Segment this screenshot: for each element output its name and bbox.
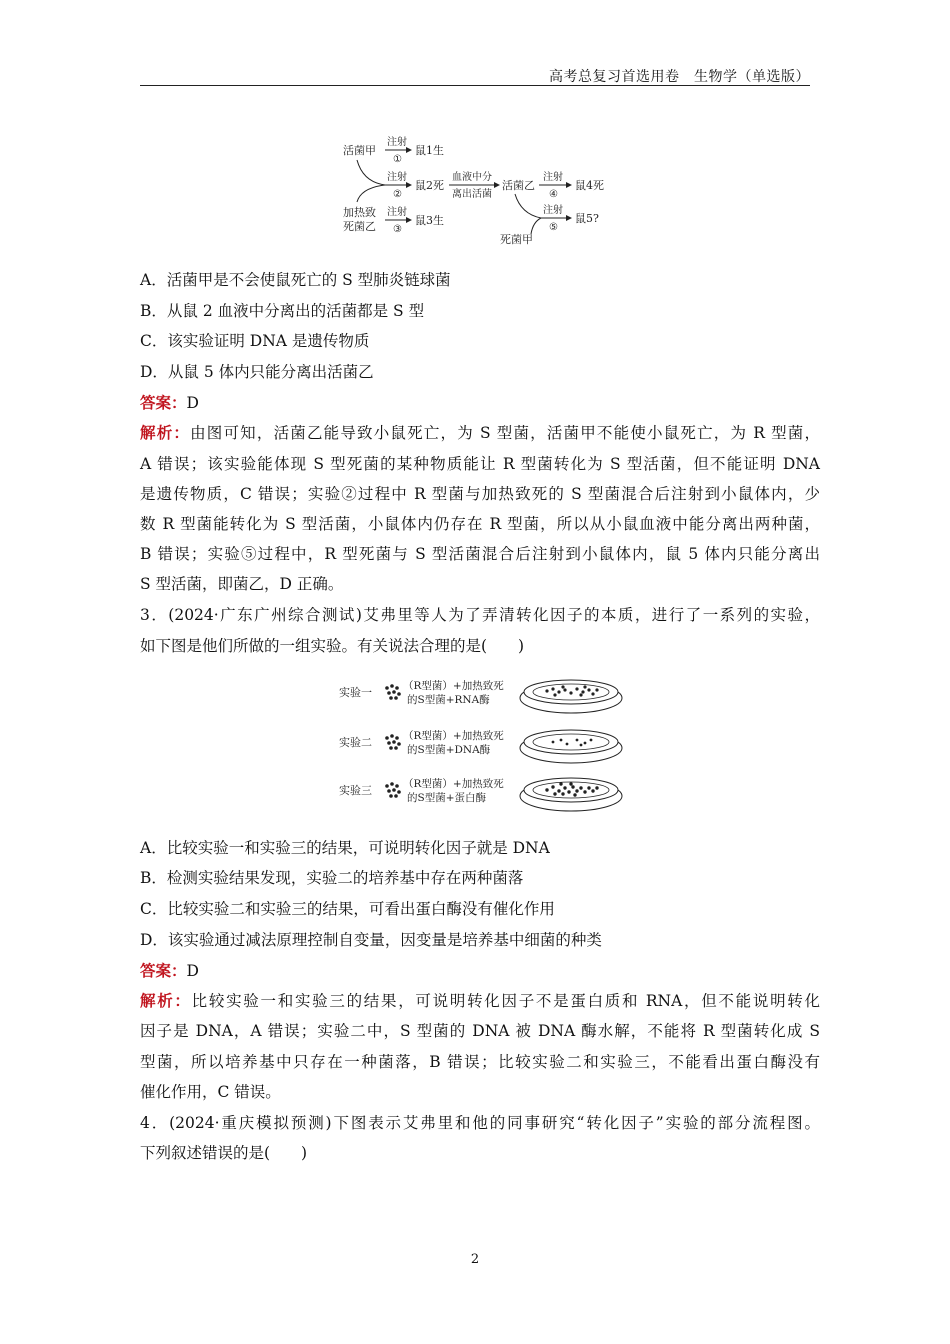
- q2-analysis-line-6: S 型活菌，即菌乙，D 正确。: [140, 575, 344, 593]
- blood-isolate-line1: 血液中分: [452, 172, 492, 183]
- live-bacteria-a-label: 活菌甲: [343, 144, 376, 157]
- merge-curve-upper: [357, 160, 385, 185]
- q2-analysis-line-5: B 错误；实验⑤过程中，R 型死菌与 S 型活菌混合后注射到小鼠体内，鼠 5 体内只能分离出: [140, 545, 820, 563]
- experiment-3-mix-line1: （R型菌）+加热致死: [403, 778, 504, 790]
- q2-option-b: B．从鼠 2 血液中分离出的活菌都是 S 型: [140, 302, 425, 320]
- q3-option-a: A．比较实验一和实验三的结果，可说明转化因子就是 DNA: [140, 839, 550, 857]
- q3-option-c: C．比较实验二和实验三的结果，可看出蛋白酶没有催化作用: [140, 900, 555, 918]
- blood-isolate-line2: 离出活菌: [452, 189, 492, 200]
- q2-option-c: C．该实验证明 DNA 是遗传物质: [140, 332, 370, 350]
- dead-bacteria-a-label: 死菌甲: [500, 233, 533, 246]
- q3-stem-line-1: 3．(2024·广东广州综合测试)艾弗里等人为了弄清转化因子的本质，进行了一系列的实验，: [140, 606, 820, 624]
- inject-label-3: 注射: [387, 207, 407, 218]
- mouse-2-label: 鼠2死: [415, 179, 444, 192]
- experiment-3-label: 实验三: [339, 784, 372, 797]
- answer-label: 答案：: [140, 393, 187, 412]
- experiment-2-label: 实验二: [339, 736, 372, 749]
- bacteria-cluster-icon: [385, 684, 401, 700]
- petri-dish-1: [520, 680, 622, 713]
- step-3: ③: [393, 224, 402, 235]
- running-header: 高考总复习首选用卷 生物学（单选版）: [549, 69, 810, 85]
- experiment-3-mix-line2: 的S型菌+蛋白酶: [407, 792, 486, 804]
- step-2: ②: [393, 189, 402, 200]
- bacteria-cluster-icon: [385, 734, 401, 750]
- q2-analysis-line-2: A 错误；该实验能体现 S 型死菌的某种物质能让 R 型菌转化为 S 型活菌，但不能证明 DNA: [140, 455, 820, 473]
- q2-analysis-line-1: [140, 421, 820, 443]
- q3-analysis-line-1: [140, 989, 820, 1011]
- mouse-3-label: 鼠3生: [415, 214, 444, 227]
- analysis-label: 解析：: [140, 991, 192, 1010]
- heat-killed-b-line2: 死菌乙: [343, 220, 376, 233]
- inject-label-1: 注射: [387, 137, 407, 148]
- answer-label: 答案：: [140, 961, 187, 980]
- q2-analysis-line-4: 数 R 型菌能转化为 S 型活菌，小鼠体内仍存在 R 型菌，所以从小鼠血液中能分离出两种菌，: [140, 515, 820, 533]
- page-number: 2: [470, 1252, 480, 1267]
- q3-analysis-line-3: 型菌，所以培养基中只存在一种菌落，B 错误；比较实验二和实验三，不能看出蛋白酶没有: [140, 1053, 820, 1071]
- experiment-1-mix-line2: 的S型菌+RNA酶: [407, 694, 490, 706]
- q2-option-d: D．从鼠 5 体内只能分离出活菌乙: [140, 363, 374, 381]
- mouse-experiment-diagram: [335, 130, 625, 250]
- experiment-1-label: 实验一: [339, 686, 372, 699]
- heat-killed-b-line1: 加热致: [343, 206, 376, 219]
- merge-curve-lower: [357, 185, 385, 202]
- petri-dish-3: [520, 778, 622, 811]
- q3-option-b: B．检测实验结果发现，实验二的培养基中存在两种菌落: [140, 869, 524, 887]
- step-1: ①: [393, 154, 402, 165]
- transformation-experiment-diagram: [335, 672, 630, 817]
- experiment-1-mix-line1: （R型菌）+加热致死: [403, 680, 504, 692]
- q3-stem-line-2: 如下图是他们所做的一组实验。有关说法合理的是( ): [140, 637, 525, 655]
- mouse-5-label: 鼠5?: [575, 212, 599, 225]
- q4-stem-line-1: 4．(2024·重庆模拟预测)下图表示艾弗里和他的同事研究“转化因子”实验的部分流程图。: [140, 1114, 820, 1132]
- q2-answer-line: [140, 391, 820, 413]
- analysis-label: 解析：: [140, 423, 191, 442]
- q4-stem-line-2: 下列叙述错误的是( ): [140, 1144, 308, 1162]
- live-bacteria-b-label: 活菌乙: [502, 179, 535, 192]
- q2-analysis-line-3: 是遗传物质，C 错误；实验②过程中 R 型菌与加热致死的 S 型菌混合后注射到小鼠体内，少: [140, 485, 820, 503]
- merge-curve-5b: [531, 218, 541, 234]
- q3-analysis-text: 比较实验一和实验三的结果，可说明转化因子不是蛋白质和 RNA，但不能说明转化: [191, 992, 820, 1010]
- experiment-2-mix-line1: （R型菌）+加热致死: [403, 730, 504, 742]
- q3-analysis-line-4: 催化作用，C 错误。: [140, 1083, 281, 1101]
- step-4: ④: [549, 189, 558, 200]
- q3-answer-value: D: [186, 962, 199, 980]
- inject-label-4: 注射: [543, 172, 563, 183]
- mouse-1-label: 鼠1生: [415, 144, 444, 157]
- experiment-2-mix-line2: 的S型菌+DNA酶: [407, 744, 491, 756]
- mouse-4-label: 鼠4死: [575, 179, 604, 192]
- q2-analysis-text: 由图可知，活菌乙能导致小鼠死亡，为 S 型菌，活菌甲不能使小鼠死亡，为 R 型菌，: [190, 424, 820, 442]
- q2-option-a: A．活菌甲是不会使鼠死亡的 S 型肺炎链球菌: [140, 271, 451, 289]
- inject-label-2: 注射: [387, 172, 407, 183]
- bacteria-cluster-icon: [385, 782, 401, 798]
- step-5: ⑤: [549, 222, 558, 233]
- header-rule: [140, 85, 810, 86]
- merge-curve-5a: [515, 194, 541, 218]
- inject-label-5: 注射: [543, 205, 563, 216]
- q3-answer-line: [140, 959, 820, 981]
- q3-analysis-line-2: 因子是 DNA，A 错误；实验二中，S 型菌的 DNA 被 DNA 酶水解，不能将 R 型菌转化成 S: [140, 1022, 820, 1040]
- q3-option-d: D．该实验通过减法原理控制自变量，因变量是培养基中细菌的种类: [140, 931, 602, 949]
- q2-answer-value: D: [186, 394, 199, 412]
- petri-dish-2: [520, 730, 622, 763]
